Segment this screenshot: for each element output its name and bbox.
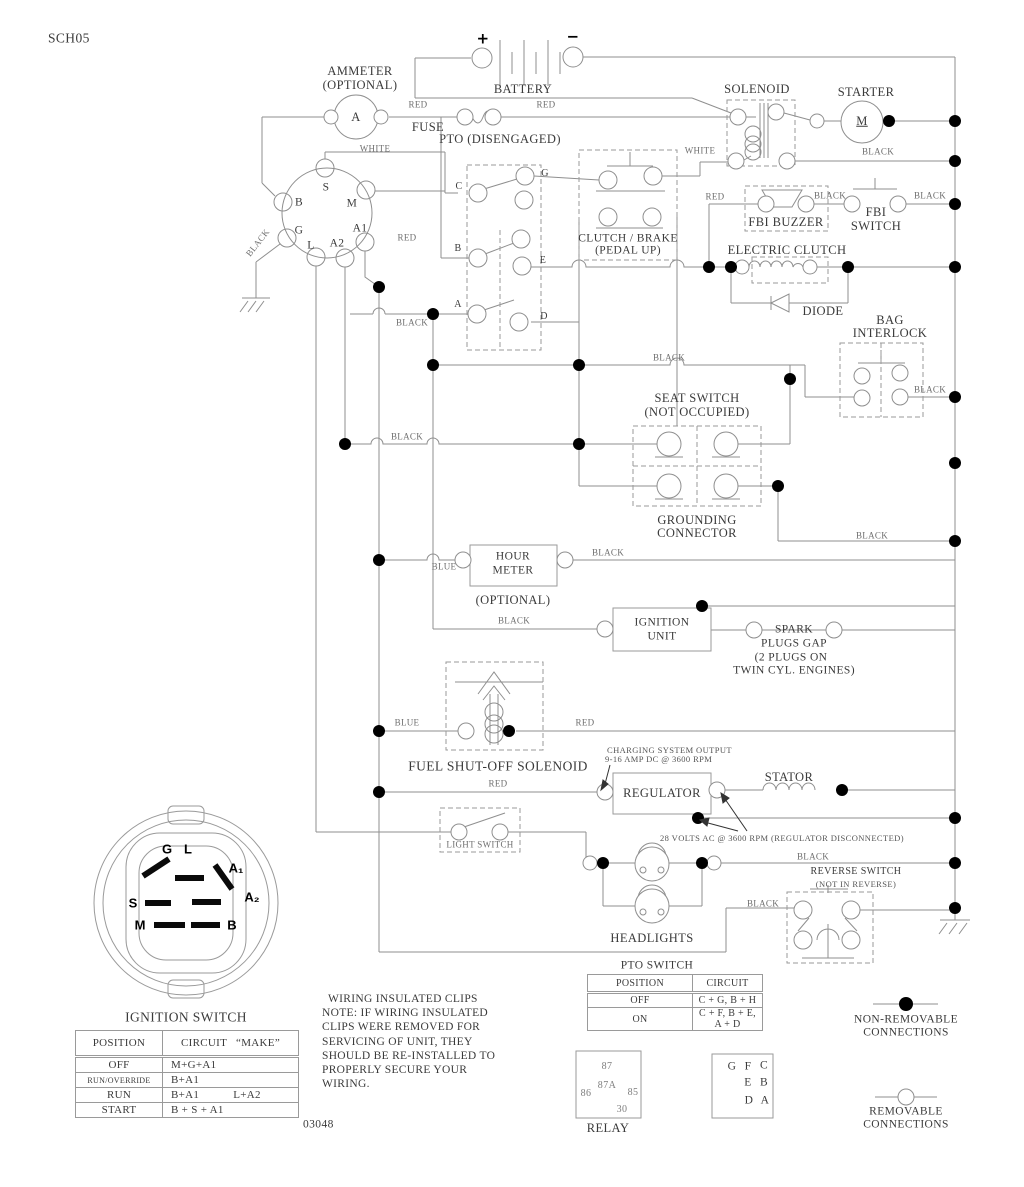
fbi-switch-label: FBI [865,204,887,219]
diode-icon [771,294,789,312]
engine-pin-c: C [759,1059,769,1072]
pto-contact-c: C [455,181,463,192]
pto-contact-d: D [540,311,548,322]
battery-plus: + [476,29,490,48]
nonremovable-connection-icon [899,997,913,1011]
note-line: WIRING INSULATED CLIPS [328,993,478,1005]
ignition-unit-label2: UNIT [647,630,677,643]
grounding-connector-label2: CONNECTOR [657,525,737,540]
headlight-icon [635,889,669,923]
wire-label-black: BLACK [861,146,895,157]
wire-label-red: RED [536,99,556,110]
ignition-connector-slots [143,859,232,925]
ammeter-optional-label: (OPTIONAL) [322,77,398,92]
hour-meter-label: HOUR [495,550,531,563]
pto-contact-a: A [454,299,462,310]
wire-label-black: BLACK [796,851,830,862]
wire-label-black: BLACK [591,547,625,558]
pto-contact-b: B [454,243,462,254]
pto-switch-table [587,974,763,1031]
seat-switch-label2: (NOT OCCUPIED) [644,404,750,419]
clutch-brake-label: CLUTCH / BRAKE [578,232,678,245]
table-row: RUN B+A1 L+A2 [76,1088,299,1103]
note-line: WIRING. [322,1078,370,1091]
wire-label-black: BLACK [243,226,272,259]
clutch-brake-label2: (PEDAL UP) [595,244,661,257]
wire-label-black: BLACK [395,317,429,328]
reverse-switch-label: REVERSE SWITCH [810,866,902,877]
engine-pin-f: F [744,1060,752,1073]
charging-output-note2: 9-16 AMP DC @ 3600 RPM [605,753,713,764]
ignition-terminal-m: M [346,197,358,210]
wire-label-black: BLACK [390,431,424,442]
pto-contact-e: E [539,255,547,266]
battery-minus: − [566,27,580,46]
connector-pin-b: B [227,917,237,933]
wire-label-red: RED [705,191,725,202]
fbi-buzzer-label: FBI BUZZER [748,214,824,229]
fuse-label: FUSE [411,119,445,134]
terminals [274,47,914,1105]
connector-pin-l: L [184,841,192,857]
relay-title: RELAY [586,1120,630,1135]
regulator-label: REGULATOR [623,785,701,800]
bag-interlock-label: BAG [876,312,904,327]
wire-label-red: RED [575,717,595,728]
starter-label: STARTER [837,84,895,99]
table-row: ON C + F, B + E, A + D [588,1008,763,1031]
relay-pin-87: 87 [601,1061,613,1072]
ignition-switch-title: IGNITION SWITCH [125,1009,247,1025]
engine-pin-g: G [727,1060,737,1073]
ignition-unit-label: IGNITION [634,616,690,629]
ammeter-a: A [351,109,361,124]
wire-label-white: WHITE [684,145,716,156]
legend-removable2: CONNECTIONS [863,1118,949,1131]
hour-meter-label2: METER [492,564,534,577]
legend-nonremovable2: CONNECTIONS [863,1026,949,1039]
spark-plugs-label3: (2 PLUGS ON [754,651,828,664]
header-circuit: CIRCUIT “MAKE” [163,1031,299,1057]
legend-nonremovable: NON-REMOVABLE [853,1013,959,1026]
wire-label-black: BLACK [813,190,847,201]
sheet-code: SCH05 [48,30,90,46]
wire-label-black: BLACK [652,352,686,363]
headlight-icon [635,847,669,881]
note-line: SHOULD BE RE-INSTALLED TO [322,1049,496,1062]
note-line: PROPERLY SECURE YOUR [322,1064,468,1077]
relay-pin-87a: 87A [597,1080,617,1091]
table-row: OFF M+G+A1 [76,1057,299,1073]
wire-label-black: BLACK [913,384,947,395]
connector-pin-m: M [134,917,146,933]
wire-label-red: RED [397,232,417,243]
table-row: START B + S + A1 [76,1103,299,1118]
engine-pin-a: A [760,1094,770,1107]
connector-pin-g: G [161,841,173,857]
relay-pin-86: 86 [580,1088,592,1099]
solenoid-label: SOLENOID [724,81,790,96]
wire-label-red: RED [488,778,508,789]
note-line: NOTE: IF WIRING INSULATED [322,1007,489,1020]
hour-meter-optional: (OPTIONAL) [475,592,551,607]
electric-clutch-label: ELECTRIC CLUTCH [727,242,847,257]
ammeter-label: AMMETER [327,63,393,78]
battery-label: BATTERY [493,81,553,96]
wire-label-blue: BLUE [431,561,457,572]
ignition-terminal-s: S [322,181,330,194]
removable-connection-icon [898,1089,914,1105]
reverse-switch-label2: (NOT IN REVERSE) [815,878,897,889]
wire-label-white: WHITE [359,143,391,154]
spark-plugs-label: SPARK [774,623,814,636]
wire-label-red: RED [408,99,428,110]
note-line: SERVICING OF UNIT, THEY [322,1035,473,1048]
headlights-label: HEADLIGHTS [610,930,694,945]
seat-switch-label: SEAT SWITCH [654,390,740,405]
wiring-note [322,992,495,1091]
connector-pin-a1: A₁ [228,860,244,876]
spark-plugs-label2: PLUGS GAP [761,637,827,650]
ignition-switch-table [75,1030,299,1118]
header-position: POSITION [76,1031,163,1057]
wire-label-black: BLACK [497,615,531,626]
drawing-number: 03048 [303,1118,334,1131]
volts-note: 28 VOLTS AC @ 3600 RPM (REGULATOR DISCONNECTED) [660,832,904,843]
pto-disengaged-label: PTO (DISENGAGED) [439,131,561,146]
light-switch-label: LIGHT SWITCH [446,839,514,850]
pto-table-title: PTO SWITCH [620,959,694,972]
wire-label-black: BLACK [855,530,889,541]
ignition-terminal-b: B [294,196,304,209]
ignition-terminal-a2: A2 [329,237,345,250]
grounding-connector-label: GROUNDING [657,512,737,527]
engine-pin-b: B [759,1076,769,1089]
pto-contact-g: G [541,168,549,179]
fbi-switch-label2: SWITCH [850,218,902,233]
note-line: CLIPS WERE REMOVED FOR [322,1021,481,1034]
table-header-row: POSITION CIRCUIT [588,975,763,993]
legend-removable: REMOVABLE [869,1105,943,1118]
charging-output-note: CHARGING SYSTEM OUTPUT [607,744,732,755]
fuel-solenoid-label: FUEL SHUT-OFF SOLENOID [408,758,588,774]
engine-pin-e: E [744,1076,752,1089]
wire-label-black: BLACK [746,898,780,909]
starter-m: M [856,113,868,128]
engine-pin-d: D [744,1094,754,1107]
relay-pin-30: 30 [616,1104,628,1115]
table-row: OFF C + G, B + H [588,993,763,1008]
connector-pin-s: S [128,895,138,911]
table-row: RUN/OVERRIDE B+A1 [76,1073,299,1088]
ignition-terminal-a1: A1 [352,222,368,235]
connector-pin-a2: A₂ [244,889,260,905]
ignition-terminal-g: G [294,224,304,237]
table-header-row [76,1031,299,1057]
stator-label: STATOR [764,769,814,784]
spark-plugs-label4: TWIN CYL. ENGINES) [733,664,855,677]
diode-label: DIODE [802,303,844,318]
wire-label-blue: BLUE [394,717,420,728]
wire-label-black: BLACK [913,190,947,201]
bag-interlock-label2: INTERLOCK [852,325,928,340]
relay-pin-85: 85 [627,1087,639,1098]
ignition-terminal-l: L [307,239,315,252]
